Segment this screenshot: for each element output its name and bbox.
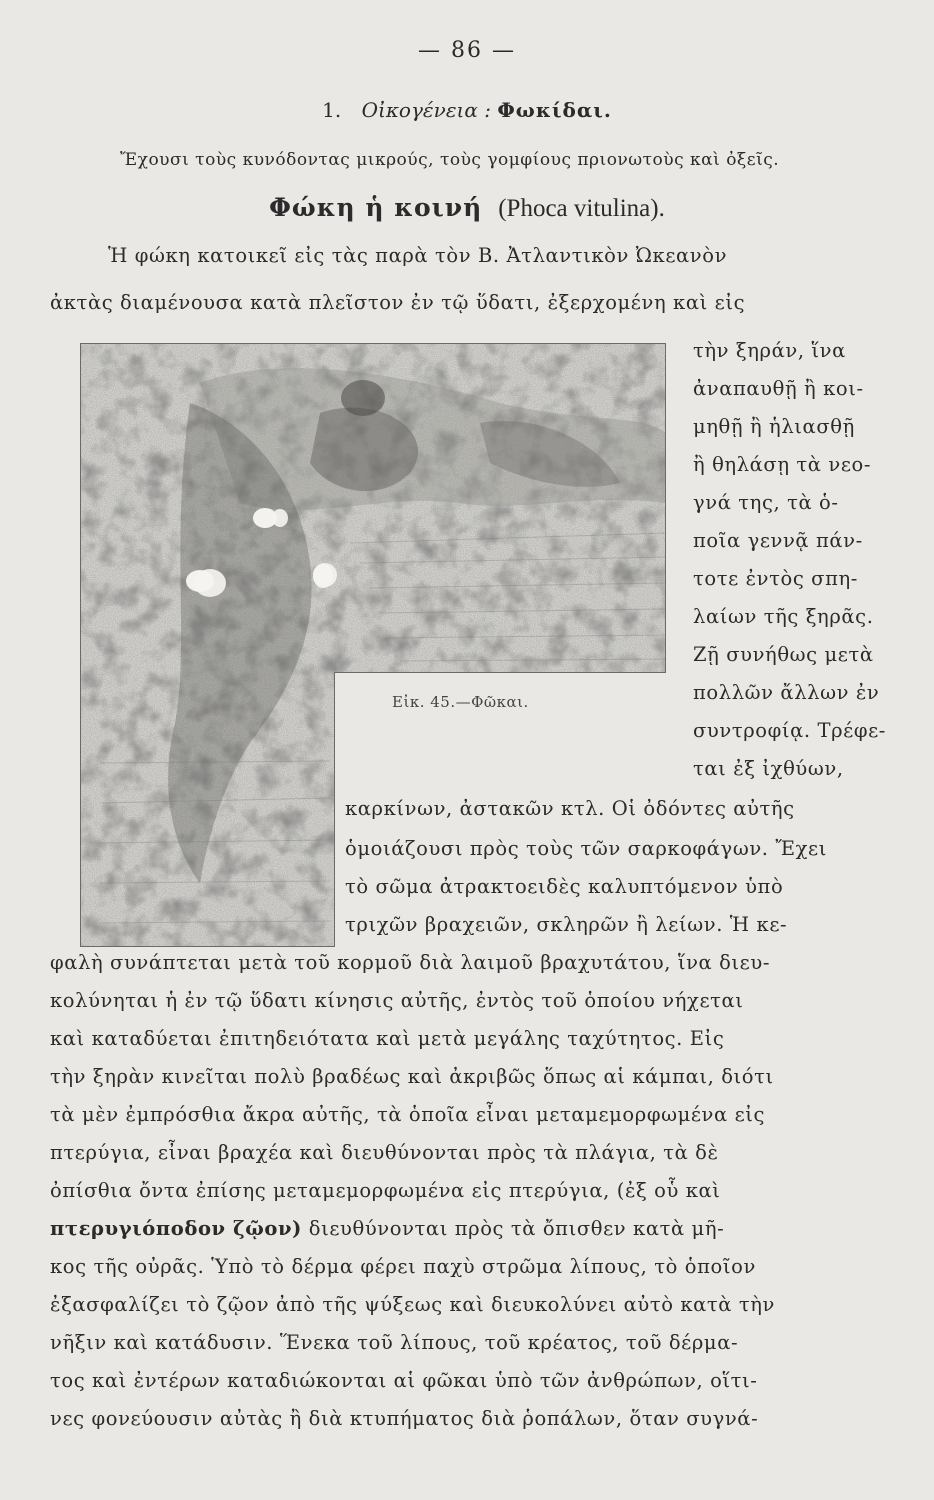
body-line: ὀπίσθια ὄντα ἐπίσης μεταμεμορφωμένα εἰς πτερύγια, (ἐξ οὗ καὶ — [50, 1179, 721, 1202]
body-line: τὴν ξηρὰν κινεῖται πολὺ βραδέως καὶ ἀκριβῶς ὅπως αἱ κάμπαι, διότι — [50, 1065, 774, 1088]
body-line: κολύνηται ἡ ἐν τῷ ὕδατι κίνησις αὐτῆς, ἐντὸς τοῦ ὁποίου νήχεται — [50, 989, 744, 1012]
body-line: τὰ μὲν ἐμπρόσθια ἄκρα αὐτῆς, τὰ ὁποῖα εἶναι μεταμεμορφωμένα εἰς — [50, 1103, 766, 1126]
body-line: καρκίνων, ἀστακῶν κτλ. Οἱ ὀδόντες αὐτῆς — [345, 797, 795, 820]
species-greek-name: Φώκη ἡ κοινή — [269, 193, 483, 222]
body-line: πτερύγια, εἶναι βραχέα καὶ διευθύνονται πρὸς τὰ πλάγια, τὰ δὲ — [50, 1141, 719, 1164]
body-line: γνά της, τὰ ὁ- — [693, 491, 839, 514]
body-line: ὁμοιάζουσι πρὸς τοὺς τῶν σαρκοφάγων. Ἔχει — [345, 837, 827, 860]
body-line: λαίων τῆς ξηρᾶς. — [693, 605, 874, 628]
body-line: φαλὴ συνάπτεται μετὰ τοῦ κορμοῦ διὰ λαιμοῦ βραχυτάτου, ἵνα διευ- — [50, 951, 771, 974]
body-line: μηθῇ ἢ ἡλιασθῇ — [693, 415, 855, 438]
body-line: ται ἐξ ἰχθύων, — [693, 757, 844, 780]
body-line: τριχῶν βραχειῶν, σκληρῶν ἢ λείων. Ἡ κε- — [345, 913, 788, 936]
body-line: κος τῆς οὐρᾶς. Ὑπὸ τὸ δέρμα φέρει παχὺ στρῶμα λίπους, τὸ ὁποῖον — [50, 1255, 756, 1278]
body-line: νῆξιν καὶ κατάδυσιν. Ἕνεκα τοῦ λίπους, τοῦ κρέατος, τοῦ δέρμα- — [50, 1331, 739, 1354]
body-line: καὶ καταδύεται ἐπιτηδειότατα καὶ μετὰ μεγάλης ταχύτητος. Εἰς — [50, 1027, 725, 1050]
body-line: τὴν ξηράν, ἵνα — [693, 339, 846, 362]
family-number: 1. — [322, 98, 342, 122]
body-line: ἀναπαυθῇ ἢ κοι- — [693, 377, 864, 400]
figure-caption: Εἰκ. 45.—Φῶκαι. — [392, 693, 529, 711]
body-line: ποῖα γεννᾷ πάν- — [693, 529, 863, 552]
body-line: πολλῶν ἄλλων ἐν — [693, 681, 880, 704]
body-line: τοτε ἐντὸς σπη- — [693, 567, 858, 590]
body-line: Ἡ φώκη κατοικεῖ εἰς τὰς παρὰ τὸν Β. Ἀτλαντικὸν Ὠκεανὸν — [108, 244, 728, 267]
body-line: νες φονεύουσιν αὐτὰς ἢ διὰ κτυπήματος διὰ ῥοπάλων, ὅταν συγνά- — [50, 1407, 759, 1430]
species-heading — [0, 193, 934, 223]
body-line: ἢ θηλάσῃ τὰ νεο- — [693, 453, 872, 476]
body-line: τος καὶ ἐντέρων καταδιώκονται αἱ φῶκαι ὑπὸ τῶν ἀνθρώπων, οἵτι- — [50, 1369, 758, 1392]
body-line: ἐξασφαλίζει τὸ ζῷον ἀπὸ τῆς ψύξεως καὶ διευκολύνει αὐτὸ κατὰ τὴν — [50, 1293, 776, 1316]
species-latin-name: (Phoca vitulina). — [498, 195, 665, 222]
after-term-text: διευθύνονται πρὸς τὰ ὄπισθεν κατὰ μῆ- — [301, 1217, 725, 1240]
family-heading — [0, 98, 934, 122]
body-line: τὸ σῶμα ἀτρακτοειδὲς καλυπτόμενον ὑπὸ — [345, 875, 784, 898]
family-label: Οἰκογένεια : — [361, 98, 491, 122]
body-line: συντροφίᾳ. Τρέφε- — [693, 719, 886, 742]
family-name: Φωκίδαι. — [497, 98, 612, 122]
body-line: Ζῇ συνήθως μετὰ — [693, 643, 874, 666]
body-line-with-term — [50, 1217, 724, 1240]
family-description: Ἔχουσι τοὺς κυνόδοντας μικρούς, τοὺς γομφίους πριονωτοὺς καὶ ὀξεῖς. — [120, 150, 780, 170]
page-number: — 86 — — [418, 38, 516, 63]
body-line: ἀκτὰς διαμένουσα κατὰ πλεῖστον ἐν τῷ ὕδατι, ἐξερχομένη καὶ εἰς — [50, 291, 746, 314]
bold-term: πτερυγιόποδον ζῷον) — [50, 1217, 302, 1240]
